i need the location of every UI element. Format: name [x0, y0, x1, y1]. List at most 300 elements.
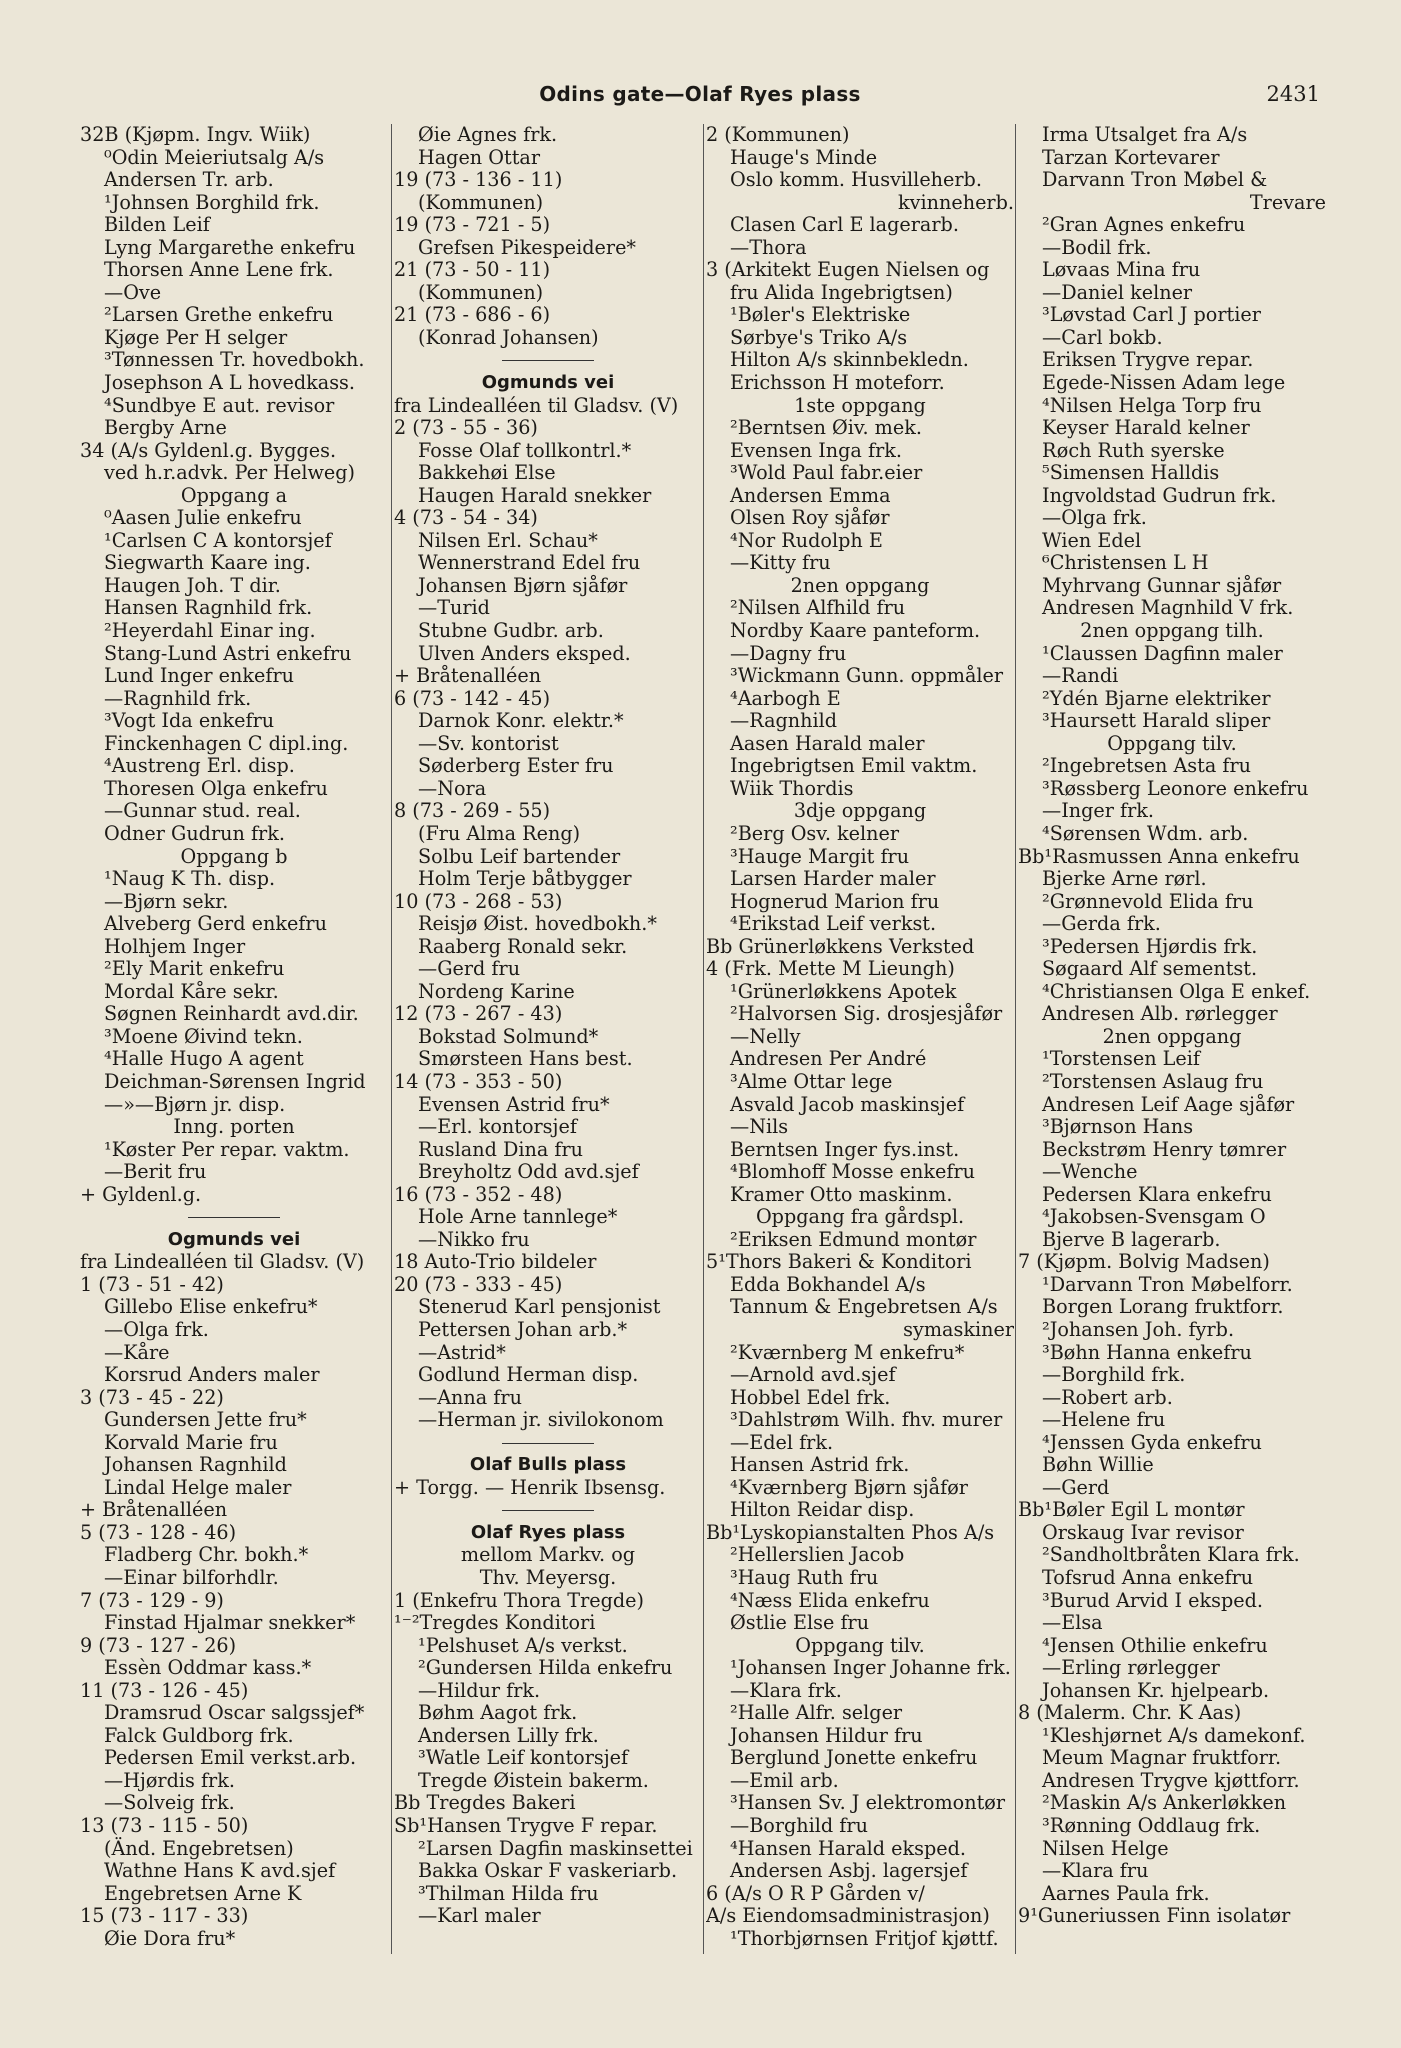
directory-entry: + Torgg. — Henrik Ibsensg.: [394, 1475, 666, 1499]
directory-columns: [80, 124, 1326, 1964]
directory-entry: Hole Arne tannlege*: [418, 1205, 618, 1229]
directory-entry: Hobbel Edel frk.: [730, 1385, 891, 1409]
directory-entry: Sørbye's Triko A/s: [730, 325, 908, 349]
directory-entry: Kramer Otto maskinm.: [730, 1182, 953, 1206]
directory-entry: Ingebrigtsen Emil vaktm.: [730, 754, 978, 778]
directory-entry: —Kåre: [104, 1340, 170, 1364]
directory-entry: 2nen oppgang: [1102, 1024, 1242, 1048]
directory-entry: ¹Carlsen C A kontorsjef: [104, 528, 332, 552]
directory-entry: fru Alida Ingebrigtsen): [730, 280, 953, 304]
directory-entry: 13 (73 - 115 - 50): [80, 1814, 249, 1838]
directory-entry: Breyholtz Odd avd.sjef: [418, 1160, 639, 1184]
directory-entry: Evensen Astrid fru*: [418, 1092, 610, 1116]
directory-entry: ¹Thorbjørnsen Fritjof kjøttf.: [730, 1926, 999, 1950]
directory-entry: —Nikko fru: [418, 1227, 530, 1251]
directory-entry: —Bjørn sekr.: [104, 889, 229, 913]
directory-entry: ³Thilman Hilda fru: [418, 1881, 599, 1905]
directory-entry: ³Tønnessen Tr. hovedbokh.: [104, 348, 365, 372]
directory-entry: 34 (A/s Gyldenl.g. Bygges.: [80, 438, 337, 462]
directory-entry: Oppgang tilv.: [1107, 731, 1237, 755]
directory-entry: ³Røssberg Leonore enkefru: [1042, 776, 1309, 800]
directory-entry: Johansen Kr. hjelpearb.: [1042, 1678, 1270, 1702]
directory-entry: Finckenhagen C dipl.ing.: [104, 731, 349, 755]
directory-entry: ²Berntsen Øiv. mek.: [730, 416, 922, 440]
directory-entry: ¹⁻²Tregdes Konditori: [394, 1611, 596, 1635]
directory-entry: ²Kværnberg M enkefru*: [730, 1340, 965, 1364]
directory-entry: Bb¹Lyskopianstalten Phos A/s: [706, 1520, 995, 1544]
directory-entry: Røch Ruth syerske: [1042, 438, 1225, 462]
directory-entry: —Klara fru: [1042, 1859, 1149, 1883]
directory-entry: —Hjørdis frk.: [104, 1768, 235, 1792]
directory-entry: 21 (73 - 50 - 11): [394, 258, 551, 282]
directory-entry: Tannum & Engebretsen A/s: [730, 1295, 998, 1319]
directory-entry: —Einar bilforhdlr.: [104, 1566, 279, 1589]
directory-entry: Pettersen Johan arb.*: [418, 1317, 628, 1341]
directory-entry: Fosse Olaf tollkontrl.*: [418, 438, 632, 462]
directory-entry: ¹Grünerløkkens Apotek: [730, 979, 957, 1003]
directory-entry: ²Larsen Dagfin maskinsettei: [418, 1836, 693, 1860]
directory-entry: 3dje oppgang: [793, 799, 927, 823]
directory-entry: mellom Markv. og: [460, 1543, 636, 1567]
directory-entry: —Erl. kontorsjef: [418, 1115, 577, 1139]
directory-column-4: [1018, 124, 1326, 1964]
directory-entry: Larsen Harder maler: [730, 867, 936, 891]
directory-entry: 11 (73 - 126 - 45): [80, 1678, 249, 1702]
page-number: 2431: [1266, 82, 1320, 106]
directory-entry: Hansen Astrid frk.: [730, 1453, 910, 1477]
directory-entry: Bergby Arne: [104, 416, 227, 440]
directory-entry: Berglund Jonette enkefru: [730, 1746, 978, 1770]
directory-entry: Søgaard Alf sementst.: [1042, 957, 1258, 981]
directory-entry: —Edel frk.: [730, 1430, 834, 1454]
directory-entry: ³Dahlstrøm Wilh. fhv. murer: [730, 1408, 1003, 1432]
directory-entry: Aasen Harald maler: [730, 731, 925, 755]
directory-entry: Bjerve B lagerarb.: [1042, 1227, 1221, 1251]
directory-entry: Hauge's Minde: [730, 145, 878, 169]
section-divider: [394, 349, 702, 372]
directory-entry: Myhrvang Gunnar sjåfør: [1042, 573, 1282, 597]
directory-entry: —Nelly: [730, 1024, 801, 1048]
directory-entry: + Bråtenalléen: [394, 664, 542, 688]
directory-entry: ⁵Simensen Halldis: [1042, 461, 1220, 485]
directory-entry: ⁴Nor Rudolph E: [730, 528, 883, 552]
directory-entry: Wathne Hans K avd.sjef: [104, 1859, 336, 1883]
directory-entry: (Konrad Johansen): [418, 325, 599, 349]
directory-entry: 2nen oppgang tilh.: [1080, 619, 1264, 643]
directory-entry: 6 (A/s O R P Gården v/: [706, 1881, 925, 1905]
directory-entry: ²Hellerslien Jacob: [730, 1543, 905, 1567]
directory-entry: Hilton A/s skinnbekledn.: [730, 348, 969, 372]
directory-entry: Ulven Anders eksped.: [418, 641, 631, 665]
directory-entry: Tarzan Kortevarer: [1042, 145, 1220, 169]
directory-entry: Johansen Bjørn sjåfør: [418, 573, 628, 597]
directory-entry: —Herman jr. sivilokonom: [418, 1408, 664, 1432]
directory-entry: ²Halvorsen Sig. drosjesjåfør: [730, 1002, 1003, 1026]
directory-entry: symaskiner: [903, 1317, 1014, 1341]
directory-entry: 19 (73 - 721 - 5): [394, 213, 551, 237]
directory-entry: —»—Bjørn jr. disp.: [104, 1092, 286, 1116]
directory-entry: 2 (73 - 55 - 36): [394, 416, 538, 440]
directory-entry: Dramsrud Oscar salgssjef*: [104, 1701, 365, 1725]
directory-entry: ⁴Jenssen Gyda enkefru: [1042, 1430, 1262, 1454]
directory-entry: ³Watle Leif kontorsjef: [418, 1746, 629, 1770]
directory-entry: ²Halle Alfr. selger: [730, 1701, 903, 1725]
directory-entry: 9¹Guneriussen Finn isolatør: [1018, 1904, 1291, 1928]
directory-entry: ²Sandholtbråten Klara frk.: [1042, 1543, 1300, 1567]
directory-entry: Haugen Harald snekker: [418, 483, 652, 507]
directory-entry: (Kommunen): [418, 190, 544, 214]
directory-entry: ²Gundersen Hilda enkefru: [418, 1656, 673, 1680]
directory-entry: kvinneherb.: [898, 190, 1014, 214]
directory-entry: ⁴Nilsen Helga Torp fru: [1042, 393, 1262, 417]
directory-entry: 20 (73 - 333 - 45): [394, 1272, 563, 1296]
directory-entry: Nordeng Karine: [418, 979, 575, 1003]
directory-entry: Mordal Kåre sekr.: [104, 979, 279, 1003]
directory-entry: ⁴Næss Elida enkefru: [730, 1588, 930, 1612]
directory-entry: Josephson A L hovedkass.: [104, 371, 355, 395]
directory-entry: —Daniel kelner: [1042, 280, 1193, 304]
directory-entry: 7 (73 - 129 - 9): [80, 1588, 224, 1612]
directory-entry: ⁴Hansen Harald eksped.: [730, 1836, 967, 1860]
directory-entry: Irma Utsalget fra A/s: [1042, 124, 1248, 146]
directory-entry: Oppgang a: [180, 483, 288, 507]
directory-entry: ²Ely Marit enkefru: [104, 957, 285, 981]
directory-entry: Trevare: [1249, 190, 1326, 214]
directory-entry: ⁶Christensen L H: [1042, 551, 1209, 575]
directory-entry: Olsen Roy sjåfør: [730, 506, 890, 530]
directory-entry: Lund Inger enkefru: [104, 664, 295, 688]
directory-entry: Søderberg Ester fru: [418, 754, 614, 778]
directory-entry: ⁴Jensen Othilie enkefru: [1042, 1633, 1268, 1657]
directory-entry: Hognerud Marion fru: [730, 889, 940, 913]
directory-entry: ⁴Jakobsen-Svensgam O: [1042, 1205, 1266, 1229]
directory-entry: 15 (73 - 117 - 33): [80, 1904, 249, 1928]
directory-entry: —Borghild fru: [730, 1814, 868, 1838]
directory-entry: ³Haursett Harald sliper: [1042, 709, 1271, 733]
directory-entry: Fladberg Chr. bokh.*: [104, 1543, 309, 1567]
directory-entry: Johansen Ragnhild: [104, 1453, 287, 1477]
directory-entry: 3 (73 - 45 - 22): [80, 1385, 224, 1409]
directory-entry: Stenerud Karl pensjonist: [418, 1295, 661, 1319]
directory-entry: —Gerd fru: [418, 957, 521, 981]
directory-entry: 6 (73 - 142 - 45): [394, 686, 551, 710]
directory-entry: Nordby Kaare panteform.: [730, 619, 981, 643]
directory-entry: + Bråtenalléen: [80, 1498, 228, 1522]
directory-entry: —Robert arb.: [1042, 1385, 1173, 1409]
directory-entry: 12 (73 - 267 - 43): [394, 1002, 563, 1026]
directory-entry: Solbu Leif bartender: [418, 844, 621, 868]
directory-entry: —Nora: [418, 776, 487, 800]
directory-entry: ³Pedersen Hjørdis frk.: [1042, 934, 1258, 958]
directory-entry: —Thora: [730, 235, 807, 259]
directory-entry: Andresen Per André: [730, 1047, 927, 1071]
directory-entry: Pedersen Klara enkefru: [1042, 1182, 1272, 1206]
directory-entry: ²Berg Osv. kelner: [730, 821, 900, 845]
directory-entry: ³Alme Ottar lege: [730, 1069, 893, 1093]
directory-entry: 1 (Enkefru Thora Tregde): [394, 1588, 645, 1612]
directory-entry: Sb¹Hansen Trygve F repar.: [394, 1814, 658, 1838]
directory-entry: —Wenche: [1042, 1160, 1138, 1184]
directory-entry: Løvaas Mina fru: [1042, 258, 1201, 282]
directory-entry: Andresen Leif Aage sjåfør: [1042, 1092, 1295, 1116]
directory-entry: ¹Naug K Th. disp.: [104, 867, 276, 891]
directory-entry: Inng. porten: [173, 1115, 295, 1139]
directory-entry: Gundersen Jette fru*: [104, 1408, 307, 1432]
directory-entry: ³Wickmann Gunn. oppmåler: [730, 664, 1004, 688]
page-header: [80, 82, 1320, 112]
directory-entry: ³Bjørnson Hans: [1042, 1115, 1194, 1139]
directory-entry: ²Maskin A/s Ankerløkken: [1042, 1791, 1287, 1815]
directory-entry: 9 (73 - 127 - 26): [80, 1633, 237, 1657]
page-title: Odins gate—Olaf Ryes plass: [539, 82, 861, 106]
directory-entry: ¹Pelshuset A/s verkst.: [418, 1633, 628, 1657]
directory-entry: Oppgang tilv.: [795, 1633, 925, 1657]
directory-entry: Wiik Thordis: [730, 776, 854, 800]
directory-entry: ⁴Blomhoff Mosse enkefru: [730, 1160, 975, 1184]
section-divider: [394, 1499, 702, 1522]
directory-entry: A/s Eiendomsadministrasjon): [706, 1904, 990, 1928]
directory-entry: Keyser Harald kelner: [1042, 416, 1250, 440]
directory-entry: —Karl maler: [418, 1904, 541, 1928]
directory-entry: —Astrid*: [418, 1340, 506, 1364]
directory-entry: ²Johansen Joh. fyrb.: [1042, 1317, 1235, 1341]
directory-entry: Godlund Herman disp.: [418, 1363, 639, 1387]
directory-entry: ⁴Kværnberg Bjørn sjåfør: [730, 1475, 968, 1499]
directory-entry: Wien Edel: [1042, 528, 1142, 552]
street-heading: Olaf Bulls plass: [469, 1454, 627, 1476]
directory-entry: Borgen Lorang fruktforr.: [1042, 1295, 1284, 1319]
directory-entry: Smørsteen Hans best.: [418, 1047, 633, 1071]
directory-entry: Stubne Gudbr. arb.: [418, 619, 604, 643]
directory-entry: ¹Køster Per repar. vaktm.: [104, 1137, 350, 1161]
directory-entry: ³Hansen Sv. J elektromontør: [730, 1791, 1006, 1815]
directory-entry: ²Ingebretsen Asta fru: [1042, 754, 1252, 778]
directory-entry: ⁴Austreng Erl. disp.: [104, 754, 295, 778]
directory-entry: ⁰Aasen Julie enkefru: [104, 506, 302, 530]
directory-entry: Thv. Meyersg.: [479, 1566, 617, 1589]
directory-entry: —Erling rørlegger: [1042, 1656, 1220, 1680]
directory-entry: Nilsen Erl. Schau*: [418, 528, 598, 552]
directory-entry: ²Eriksen Edmund montør: [730, 1227, 977, 1251]
directory-entry: ²Grønnevold Elida fru: [1042, 889, 1254, 913]
directory-entry: —Nils: [730, 1115, 789, 1139]
directory-entry: Bb¹Rasmussen Anna enkefru: [1018, 844, 1300, 868]
directory-entry: Egede-Nissen Adam lege: [1042, 371, 1286, 395]
street-heading: Ogmunds vei: [167, 1228, 301, 1250]
directory-entry: Bokstad Solmund*: [418, 1024, 599, 1048]
directory-entry: 14 (73 - 353 - 50): [394, 1069, 563, 1093]
directory-entry: Finstad Hjalmar snekker*: [104, 1611, 356, 1635]
directory-entry: Andersen Lilly frk.: [418, 1723, 599, 1747]
directory-entry: ved h.r.advk. Per Helweg): [104, 461, 356, 485]
street-heading: Ogmunds vei: [481, 372, 615, 394]
directory-entry: Thorsen Anne Lene frk.: [104, 258, 334, 282]
directory-entry: Pedersen Emil verkst.arb.: [104, 1746, 357, 1770]
directory-entry: Hilton Reidar disp.: [730, 1498, 915, 1522]
directory-entry: Gillebo Elise enkefru*: [104, 1295, 318, 1319]
directory-entry: Aarnes Paula frk.: [1042, 1881, 1210, 1905]
directory-entry: Andresen Trygve kjøttforr.: [1042, 1768, 1300, 1792]
directory-entry: (Fru Alma Reng): [418, 821, 581, 845]
directory-entry: —Turid: [418, 596, 490, 620]
directory-entry: —Klara frk.: [730, 1678, 842, 1702]
directory-entry: Erichsson H moteforr.: [730, 371, 945, 395]
directory-entry: Bøhn Willie: [1042, 1453, 1154, 1477]
directory-entry: 2 (Kommunen): [706, 124, 850, 146]
directory-entry: —Ragnhild: [730, 709, 838, 733]
directory-entry: (Kommunen): [418, 280, 544, 304]
directory-entry: 21 (73 - 686 - 6): [394, 303, 551, 327]
directory-entry: —Berit fru: [104, 1160, 207, 1184]
directory-entry: Beckstrøm Henry tømrer: [1042, 1137, 1287, 1161]
directory-entry: Stang-Lund Astri enkefru: [104, 641, 352, 665]
directory-entry: Johansen Hildur fru: [730, 1723, 923, 1747]
directory-entry: 18 Auto-Trio bildeler: [394, 1250, 597, 1274]
directory-entry: Ingvoldstad Gudrun frk.: [1042, 483, 1277, 507]
directory-entry: ²Torstensen Aslaug fru: [1042, 1069, 1264, 1093]
directory-entry: Edda Bokhandel A/s: [730, 1272, 926, 1296]
directory-entry: Bb Grünerløkkens Verksted: [706, 934, 975, 958]
directory-entry: + Gyldenl.g.: [80, 1182, 202, 1206]
directory-entry: —Anna fru: [418, 1385, 522, 1409]
directory-entry: Oslo komm. Husvilleherb.: [730, 168, 982, 192]
directory-entry: ⁴Sundbye E aut. revisor: [104, 393, 335, 417]
directory-entry: ³Løvstad Carl J portier: [1042, 303, 1261, 327]
directory-entry: Wennerstrand Edel fru: [418, 551, 641, 575]
directory-entry: ⁴Christiansen Olga E enkef.: [1042, 979, 1311, 1003]
directory-entry: 10 (73 - 268 - 53): [394, 889, 563, 913]
directory-entry: ³Bøhn Hanna enkefru: [1042, 1340, 1252, 1364]
directory-entry: 8 (Malerm. Chr. K Aas): [1018, 1701, 1242, 1725]
directory-entry: 8 (73 - 269 - 55): [394, 799, 551, 823]
directory-entry: ³Burud Arvid I eksped.: [1042, 1588, 1263, 1612]
directory-entry: Eriksen Trygve repar.: [1042, 348, 1254, 372]
directory-entry: —Carl bokb.: [1042, 325, 1163, 349]
directory-entry: Andersen Tr. arb.: [104, 168, 274, 192]
directory-entry: Darvann Tron Møbel &: [1042, 168, 1268, 192]
directory-entry: Clasen Carl E lagerarb.: [730, 213, 959, 237]
directory-entry: Reisjø Øist. hovedbokh.*: [418, 912, 657, 936]
directory-entry: Bøhm Aagot frk.: [418, 1701, 578, 1725]
directory-entry: Korsrud Anders maler: [104, 1363, 320, 1387]
directory-entry: —Olga frk.: [104, 1317, 209, 1341]
directory-column-3: [706, 124, 1014, 1964]
directory-entry: —Hildur frk.: [418, 1678, 541, 1702]
directory-entry: 2nen oppgang: [790, 573, 930, 597]
section-divider: [394, 1432, 702, 1455]
directory-entry: Andersen Asbj. lagersjef: [730, 1859, 968, 1883]
directory-entry: Andresen Magnhild V frk.: [1042, 596, 1294, 620]
directory-entry: (Änd. Engebretsen): [104, 1836, 294, 1860]
directory-entry: Haugen Joh. T dir.: [104, 573, 281, 597]
directory-entry: Korvald Marie fru: [104, 1430, 278, 1454]
directory-entry: Holhjem Inger: [104, 934, 246, 958]
directory-entry: —Olga frk.: [1042, 506, 1147, 530]
directory-entry: Engebretsen Arne K: [104, 1881, 302, 1905]
directory-entry: fra Lindealléen til Gladsv. (V): [394, 393, 679, 417]
directory-entry: Hansen Ragnhild frk.: [104, 596, 313, 620]
directory-entry: —Elsa: [1042, 1611, 1103, 1635]
directory-entry: —Arnold avd.sjef: [730, 1363, 896, 1387]
directory-entry: ⁴Erikstad Leif verkst.: [730, 912, 937, 936]
directory-entry: Alveberg Gerd enkefru: [104, 912, 327, 936]
directory-entry: 4 (Frk. Mette M Lieungh): [706, 957, 955, 981]
directory-entry: ³Rønning Oddlaug frk.: [1042, 1814, 1261, 1838]
directory-entry: Øie Agnes frk.: [418, 124, 558, 146]
directory-entry: ²Ydén Bjarne elektriker: [1042, 686, 1271, 710]
directory-entry: Bb¹Bøler Egil L montør: [1018, 1498, 1245, 1522]
directory-entry: Bilden Leif: [104, 213, 210, 237]
directory-entry: Bjerke Arne rørl.: [1042, 867, 1207, 891]
directory-entry: 32B (Kjøpm. Ingv. Wiik): [80, 124, 311, 146]
directory-entry: ¹Bøler's Elektriske: [730, 303, 911, 327]
directory-entry: Rusland Dina fru: [418, 1137, 584, 1161]
directory-entry: ³Wold Paul fabr.eier: [730, 461, 923, 485]
directory-entry: Nilsen Helge: [1042, 1836, 1169, 1860]
directory-entry: ³Haug Ruth fru: [730, 1566, 879, 1589]
directory-entry: ²Nilsen Alfhild fru: [730, 596, 906, 620]
directory-entry: 1 (73 - 51 - 42): [80, 1272, 224, 1296]
directory-entry: Siegwarth Kaare ing.: [104, 551, 311, 575]
directory-entry: ¹Claussen Dagfinn maler: [1042, 641, 1283, 665]
directory-entry: Odner Gudrun frk.: [104, 821, 285, 845]
directory-entry: Andresen Alb. rørlegger: [1042, 1002, 1278, 1026]
directory-entry: Hagen Ottar: [418, 145, 541, 169]
directory-entry: ¹Johansen Inger Johanne frk.: [730, 1656, 1011, 1680]
directory-entry: Tofsrud Anna enkefru: [1042, 1566, 1254, 1589]
directory-entry: Kjøge Per H selger: [104, 325, 288, 349]
directory-entry: ³Moene Øivind tekn.: [104, 1024, 303, 1048]
directory-entry: 1ste oppgang: [794, 393, 926, 417]
directory-entry: Oppgang fra gårdspl.: [755, 1205, 965, 1229]
directory-entry: ⁴Sørensen Wdm. arb.: [1042, 821, 1249, 845]
directory-entry: Holm Terje båtbygger: [418, 867, 632, 891]
directory-entry: Essèn Oddmar kass.*: [104, 1656, 312, 1680]
directory-entry: —Gerd: [1042, 1475, 1110, 1499]
directory-entry: Grefsen Pikespeidere*: [418, 235, 637, 259]
directory-entry: 4 (73 - 54 - 34): [394, 506, 538, 530]
directory-entry: Asvald Jacob maskinsjef: [730, 1092, 965, 1116]
directory-entry: —Randi: [1042, 664, 1119, 688]
directory-entry: Søgnen Reinhardt avd.dir.: [104, 1002, 359, 1026]
section-divider: [80, 1206, 388, 1229]
street-heading: Olaf Ryes plass: [470, 1521, 626, 1543]
directory-entry: —Gunnar stud. real.: [104, 799, 301, 823]
directory-entry: —Solveig frk.: [104, 1791, 235, 1815]
directory-entry: 7 (Kjøpm. Bolvig Madsen): [1018, 1250, 1270, 1274]
directory-entry: ¹Darvann Tron Møbelforr.: [1042, 1272, 1293, 1296]
directory-entry: —Emil arb.: [730, 1768, 839, 1792]
directory-entry: ¹Torstensen Leif: [1042, 1047, 1200, 1071]
directory-entry: ⁴Aarbogh E: [730, 686, 841, 710]
directory-entry: Berntsen Inger fys.inst.: [730, 1137, 960, 1161]
directory-entry: —Sv. kontorist: [418, 731, 559, 755]
directory-entry: —Dagny fru: [730, 641, 847, 665]
directory-entry: Øie Dora fru*: [104, 1926, 236, 1950]
directory-entry: —Inger frk.: [1042, 799, 1155, 823]
directory-entry: ³Hauge Margit fru: [730, 844, 910, 868]
directory-entry: Raaberg Ronald sekr.: [418, 934, 628, 958]
directory-entry: 19 (73 - 136 - 11): [394, 168, 563, 192]
directory-entry: Oppgang b: [180, 844, 288, 868]
directory-entry: Meum Magnar fruktforr.: [1042, 1746, 1282, 1770]
directory-entry: Deichman-Sørensen Ingrid: [104, 1069, 366, 1093]
directory-entry: Bb Tregdes Bakeri: [394, 1791, 576, 1815]
directory-entry: —Kitty fru: [730, 551, 831, 575]
directory-entry: 5¹Thors Bakeri & Konditori: [706, 1250, 972, 1274]
directory-entry: Tregde Øistein bakerm.: [418, 1768, 649, 1792]
directory-entry: ²Larsen Grethe enkefru: [104, 303, 334, 327]
